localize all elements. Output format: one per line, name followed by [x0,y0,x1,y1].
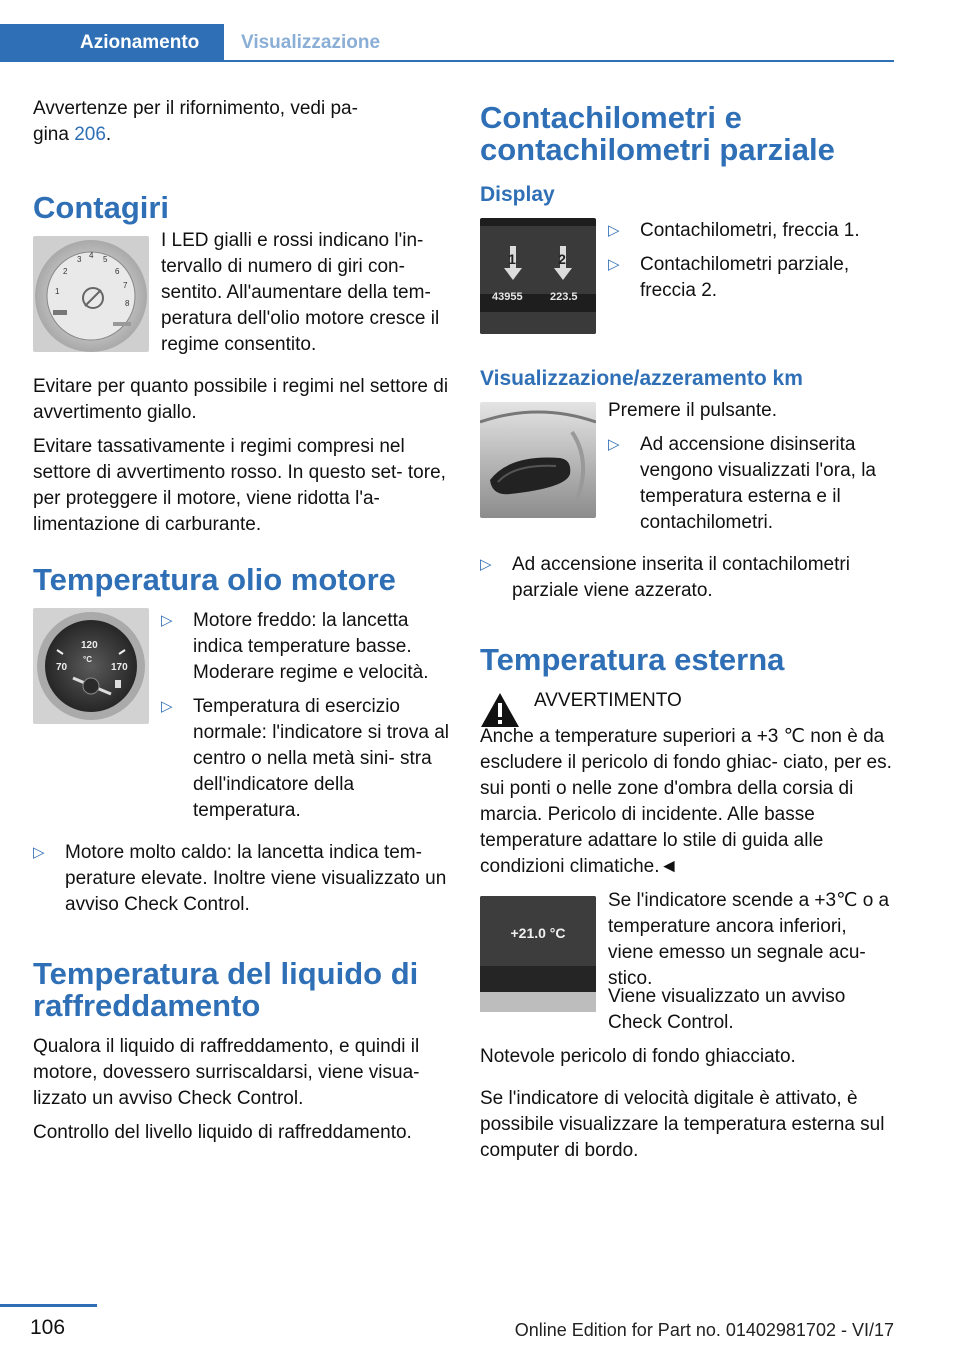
warning-label: AVVERTIMENTO [534,690,682,711]
arrow-2-label: 2 [558,251,566,267]
rpm-tick-5: 5 [103,255,108,264]
temp-paragraph-4: Se l'indicatore di velocità digitale è attivato, è possibile visualizzare la temperatura esterna sul computer di bordo. [480,1088,885,1161]
rpm-tick-1: 1 [55,287,60,296]
liquido-paragraph-2: Controllo del livello liquido di raffreddamento. [33,1122,412,1143]
list-item: ▷ Ad accensione inserita il contachilometri parziale viene azzerato. [480,552,892,604]
display-list [608,218,892,334]
page-number: 106 [30,1316,66,1339]
oil-label-unit: °C [83,655,92,664]
reset-list-b [480,552,892,604]
section-title-contagiri: Contagiri [33,190,170,225]
rpm-tick-6: 6 [115,267,120,276]
outside-temp-display-image [480,896,596,1012]
edition-text: Online Edition for Part no. 01402981702 - VI/17 [514,1320,894,1340]
reset-text-block [608,402,892,544]
rpm-tick-3: 3 [77,255,82,264]
intro-text: Avvertenze per il rifornimento, vedi pa- gina 206. [33,98,358,145]
oil-temp-gauge-image [33,608,149,724]
right-column [480,96,892,1172]
reset-list-a [608,432,892,536]
odometer-display-image [480,218,596,334]
list-item: ▷ Ad accensione disinserita vengono visualizzati l'ora, la temperatura esterna e il contachilometri. [608,432,892,536]
header [0,0,960,64]
subsection-title-reset: Visualizzazione/azzeramento km [480,367,803,390]
contagiri-row [33,230,451,366]
rpm-tick-7: 7 [123,281,128,290]
contagiri-text: I LED gialli e rossi indicano l'in- tervallo di numero di giri con- sentito. All'aumentare della tem- peratura dell'olio motore cresce il regime consentito. [161,230,440,355]
liquido-paragraph-1: Qualora il liquido di raffreddamento, e quindi il motore, dovessero surriscaldarsi, viene visua- lizzato un avviso Check Control. [33,1036,420,1109]
header-rule [224,60,894,62]
footer-rule [0,1304,97,1307]
odometer-value: 43955 [492,291,523,303]
oil-label-120: 120 [81,640,98,651]
tab-visualizzazione[interactable]: Visualizzazione [241,32,381,53]
rpm-tick-4: 4 [89,251,94,260]
section-title-olio: Temperatura olio motore [33,562,396,597]
olio-list-b [33,840,451,918]
oil-label-70: 70 [56,662,68,673]
olio-row [33,608,451,832]
section-title-contachilometri: Contachilometri e contachilometri parziale [480,100,835,167]
page-link[interactable]: 206 [74,124,106,145]
list-item: ▷ Motore molto caldo: la lancetta indica tem- perature elevate. Inoltre viene visualizzato un avviso Check Control. [33,840,451,918]
reset-text: Premere il pulsante. [608,400,777,421]
list-item: ▷ Contachilometri, freccia 1. [608,218,892,244]
contagiri-paragraph-3: Evitare tassativamente i regimi compresi nel settore di avvertimento rosso. In questo set- tore, per proteggere il motore, viene ridotta l'a- limentazione di carburante. [33,436,446,535]
rpm-tick-2: 2 [63,267,68,276]
oil-label-170: 170 [111,662,128,673]
reset-button-image [480,402,596,518]
temp-paragraph-2: Viene visualizzato un avviso Check Control. [608,986,846,1033]
reset-row [480,402,892,544]
temp-paragraph-3: Notevole pericolo di fondo ghiacciato. [480,1046,796,1067]
rpm-gauge-image [33,236,149,352]
outside-temp-value: +21.0 °C [510,925,566,941]
left-column [33,96,451,1154]
tab-azionamento[interactable]: Azionamento [0,24,224,62]
warning-icon [480,692,520,728]
section-title-temperatura-esterna: Temperatura esterna [480,642,785,677]
temp-text: Se l'indicatore scende a +3℃ o a temperature ancora inferiori, viene emesso un segnale acu- stico. [608,890,890,989]
list-item: ▷ Temperatura di esercizio normale: l'indicatore si trova al centro o nella metà sini- stra dell'indicatore della temperatura. [161,694,451,824]
rpm-tick-8: 8 [125,299,130,308]
display-row [480,218,892,334]
arrow-1-label: 1 [508,251,516,267]
list-item: ▷ Motore freddo: la lancetta indica temperature basse. Moderare regime e velocità. [161,608,451,686]
warning-text: Anche a temperature superiori a +3 ℃ non è da escludere il pericolo di fondo ghiac- ciato, per es. sui ponti o nelle zone d'ombra della corsia di marcia. Pericolo di incidente. Alle basse temperature adattare lo stile di guida alle condizioni climatiche.◄ [480,726,892,877]
olio-list-a [161,608,451,832]
contagiri-paragraph-2: Evitare per quanto possibile i regimi nel settore di avvertimento giallo. [33,376,449,423]
section-title-liquido: Temperatura del liquido di raffreddamento [33,956,419,1023]
trip-value: 223.5 [550,291,578,303]
subsection-title-display: Display [480,183,555,206]
warning-block [480,688,892,728]
list-item: ▷ Contachilometri parziale, freccia 2. [608,252,892,304]
